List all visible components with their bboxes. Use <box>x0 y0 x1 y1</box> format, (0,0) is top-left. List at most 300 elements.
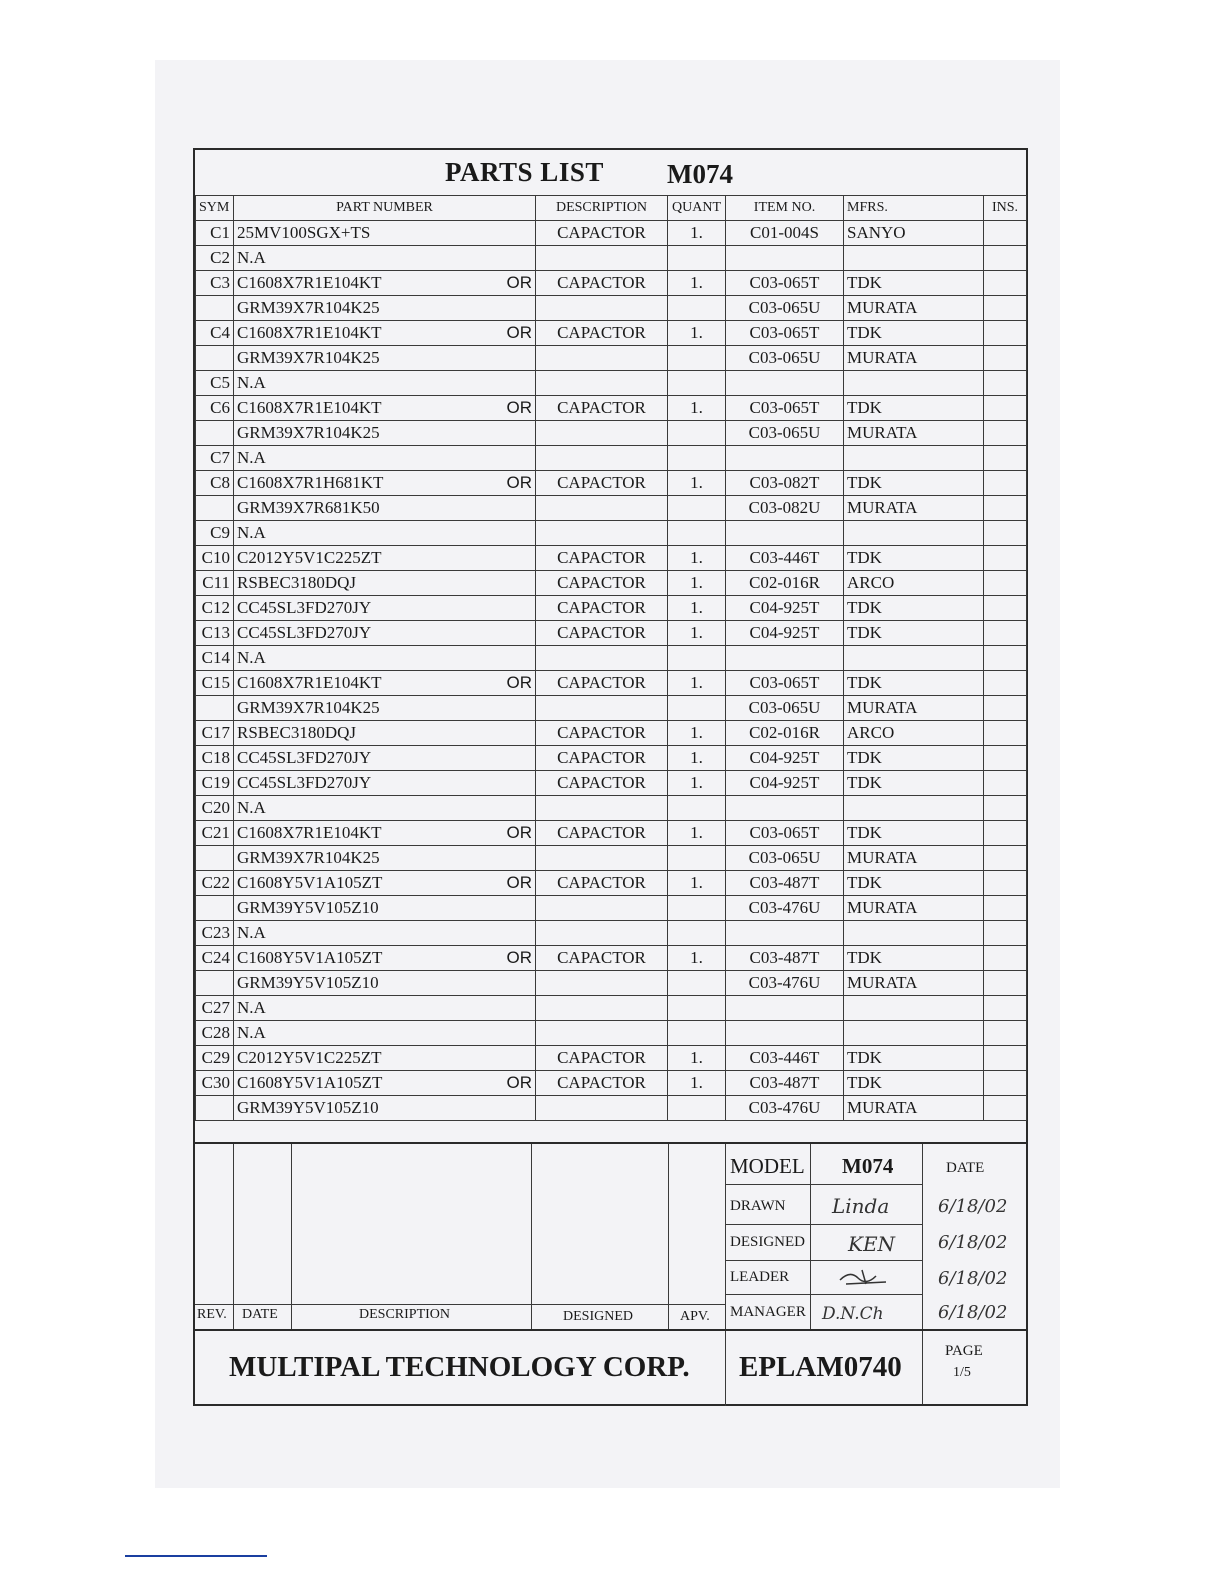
ins-cell <box>984 571 1027 596</box>
sym-cell: C24 <box>196 946 234 971</box>
ins-cell <box>984 321 1027 346</box>
item-no-cell: C03-476U <box>726 1096 844 1121</box>
parts-list-form <box>193 148 1028 1406</box>
item-no-cell: C03-487T <box>726 946 844 971</box>
quantity-cell <box>668 446 726 471</box>
description-cell: CAPACTOR <box>536 946 668 971</box>
alternate-or-label: OR <box>506 1073 532 1092</box>
table-row <box>196 846 1027 871</box>
sym-cell: C19 <box>196 771 234 796</box>
ins-cell <box>984 271 1027 296</box>
ins-cell <box>984 871 1027 896</box>
description-cell: CAPACTOR <box>536 396 668 421</box>
leader-label: LEADER <box>730 1269 790 1285</box>
model-label: MODEL <box>730 1154 805 1178</box>
mfr-cell: TDK <box>844 746 984 771</box>
quantity-cell: 1. <box>668 621 726 646</box>
ins-cell <box>984 821 1027 846</box>
quantity-cell: 1. <box>668 471 726 496</box>
ins-cell <box>984 621 1027 646</box>
description-cell: CAPACTOR <box>536 821 668 846</box>
rev-apv-label: APV. <box>680 1309 710 1324</box>
part-number: CC45SL3FD270JY <box>237 748 372 767</box>
mfr-cell <box>844 371 984 396</box>
mfr-cell: TDK <box>844 271 984 296</box>
quantity-cell <box>668 246 726 271</box>
mfr-cell: MURATA <box>844 696 984 721</box>
part-number: GRM39X7R104K25 <box>237 348 380 367</box>
manager-date: 6/18/02 <box>938 1302 1008 1323</box>
drawn-signature: Linda <box>832 1194 890 1218</box>
table-row <box>196 571 1027 596</box>
part-number-cell <box>234 471 536 496</box>
table-row <box>196 996 1027 1021</box>
mfr-cell: TDK <box>844 621 984 646</box>
mfr-cell: MURATA <box>844 496 984 521</box>
ins-cell <box>984 846 1027 871</box>
part-number: C1608X7R1E104KT <box>237 398 382 417</box>
manager-label: MANAGER <box>730 1304 806 1320</box>
sym-cell: C27 <box>196 996 234 1021</box>
part-number-cell <box>234 446 536 471</box>
part-number-cell <box>234 571 536 596</box>
ins-cell <box>984 1096 1027 1121</box>
item-no-cell: C03-065T <box>726 396 844 421</box>
ins-cell <box>984 296 1027 321</box>
item-no-cell: C04-925T <box>726 771 844 796</box>
table-row <box>196 346 1027 371</box>
description-cell <box>536 421 668 446</box>
quantity-cell <box>668 1021 726 1046</box>
item-no-cell: C03-065U <box>726 421 844 446</box>
part-number: RSBEC3180DQJ <box>237 573 357 592</box>
description-cell: CAPACTOR <box>536 871 668 896</box>
description-cell <box>536 846 668 871</box>
part-number: C1608Y5V1A105ZT <box>237 873 383 892</box>
alternate-or-label: OR <box>506 398 532 417</box>
description-cell <box>536 921 668 946</box>
quantity-cell <box>668 371 726 396</box>
description-cell: CAPACTOR <box>536 221 668 246</box>
part-number-cell <box>234 1046 536 1071</box>
part-number: C1608X7R1E104KT <box>237 273 382 292</box>
part-number-cell <box>234 896 536 921</box>
sym-cell: C22 <box>196 871 234 896</box>
part-number-cell <box>234 371 536 396</box>
ins-cell <box>984 521 1027 546</box>
quantity-cell <box>668 846 726 871</box>
ins-cell <box>984 671 1027 696</box>
table-row <box>196 971 1027 996</box>
sym-cell: C20 <box>196 796 234 821</box>
signoff-block <box>726 1144 1026 1329</box>
sym-cell: C21 <box>196 821 234 846</box>
document-model: M074 <box>667 159 733 189</box>
sym-cell <box>196 421 234 446</box>
item-no-cell: C04-925T <box>726 596 844 621</box>
item-no-cell: C02-016R <box>726 721 844 746</box>
sym-cell: C29 <box>196 1046 234 1071</box>
item-no-cell <box>726 446 844 471</box>
mfr-cell: TDK <box>844 396 984 421</box>
part-number-cell <box>234 671 536 696</box>
divider <box>726 1294 922 1295</box>
mfr-cell: TDK <box>844 821 984 846</box>
item-no-cell <box>726 921 844 946</box>
part-number-cell <box>234 696 536 721</box>
part-number: N.A <box>237 523 266 542</box>
ins-cell <box>984 996 1027 1021</box>
mfr-cell: MURATA <box>844 1096 984 1121</box>
table-row <box>196 796 1027 821</box>
part-number-cell <box>234 796 536 821</box>
description-cell: CAPACTOR <box>536 1046 668 1071</box>
quantity-cell: 1. <box>668 821 726 846</box>
divider <box>195 1304 725 1305</box>
alternate-or-label: OR <box>506 873 532 892</box>
col-ins: INS. <box>984 196 1027 221</box>
part-number-cell <box>234 846 536 871</box>
part-number-cell <box>234 596 536 621</box>
mfr-cell: TDK <box>844 946 984 971</box>
sym-cell: C23 <box>196 921 234 946</box>
ins-cell <box>984 646 1027 671</box>
sym-cell: C11 <box>196 571 234 596</box>
part-number-cell <box>234 921 536 946</box>
item-no-cell: C03-082U <box>726 496 844 521</box>
description-cell: CAPACTOR <box>536 321 668 346</box>
quantity-cell: 1. <box>668 1071 726 1096</box>
mfr-cell: SANYO <box>844 221 984 246</box>
quantity-cell <box>668 896 726 921</box>
designed-signature: KEN <box>848 1232 896 1256</box>
quantity-cell <box>668 421 726 446</box>
part-number: GRM39Y5V105Z10 <box>237 898 379 917</box>
part-number: N.A <box>237 1023 266 1042</box>
description-cell <box>536 296 668 321</box>
mfr-cell: ARCO <box>844 721 984 746</box>
mfr-cell <box>844 521 984 546</box>
item-no-cell <box>726 796 844 821</box>
table-row <box>196 371 1027 396</box>
quantity-cell <box>668 346 726 371</box>
quantity-cell <box>668 496 726 521</box>
table-row <box>196 246 1027 271</box>
part-number-cell <box>234 721 536 746</box>
description-cell: CAPACTOR <box>536 621 668 646</box>
item-no-cell: C03-065T <box>726 271 844 296</box>
quantity-cell <box>668 696 726 721</box>
quantity-cell: 1. <box>668 271 726 296</box>
part-number: CC45SL3FD270JY <box>237 623 372 642</box>
mfr-cell: TDK <box>844 596 984 621</box>
divider <box>233 1144 234 1329</box>
sym-cell: C10 <box>196 546 234 571</box>
part-number: C1608X7R1E104KT <box>237 823 382 842</box>
description-cell <box>536 446 668 471</box>
quantity-cell: 1. <box>668 871 726 896</box>
description-cell <box>536 346 668 371</box>
title-block <box>195 1142 1026 1406</box>
sym-cell: C28 <box>196 1021 234 1046</box>
sym-cell: C30 <box>196 1071 234 1096</box>
part-number-cell <box>234 346 536 371</box>
description-cell: CAPACTOR <box>536 471 668 496</box>
description-cell <box>536 521 668 546</box>
quantity-cell: 1. <box>668 596 726 621</box>
table-row <box>196 421 1027 446</box>
table-row <box>196 921 1027 946</box>
divider <box>810 1144 811 1329</box>
item-no-cell: C02-016R <box>726 571 844 596</box>
quantity-cell: 1. <box>668 946 726 971</box>
sym-cell <box>196 1096 234 1121</box>
table-row <box>196 1071 1027 1096</box>
divider <box>668 1144 669 1329</box>
ins-cell <box>984 796 1027 821</box>
ins-cell <box>984 371 1027 396</box>
sym-cell: C2 <box>196 246 234 271</box>
leader-date: 6/18/02 <box>938 1268 1008 1289</box>
divider <box>726 1224 922 1225</box>
mfr-cell: MURATA <box>844 896 984 921</box>
alternate-or-label: OR <box>506 673 532 692</box>
ins-cell <box>984 921 1027 946</box>
date-label: DATE <box>946 1160 985 1176</box>
description-cell: CAPACTOR <box>536 671 668 696</box>
divider <box>922 1331 923 1404</box>
mfr-cell: TDK <box>844 1071 984 1096</box>
part-number-cell <box>234 246 536 271</box>
ins-cell <box>984 546 1027 571</box>
alternate-or-label: OR <box>506 273 532 292</box>
sym-cell <box>196 296 234 321</box>
table-row <box>196 296 1027 321</box>
part-number-cell <box>234 746 536 771</box>
table-row <box>196 671 1027 696</box>
table-row <box>196 1096 1027 1121</box>
description-cell <box>536 796 668 821</box>
part-number-cell <box>234 321 536 346</box>
table-header-row <box>196 196 1027 221</box>
sym-cell: C9 <box>196 521 234 546</box>
description-cell <box>536 971 668 996</box>
description-cell <box>536 496 668 521</box>
part-number: RSBEC3180DQJ <box>237 723 357 742</box>
sym-cell: C17 <box>196 721 234 746</box>
description-cell <box>536 696 668 721</box>
item-no-cell: C04-925T <box>726 746 844 771</box>
description-cell: CAPACTOR <box>536 771 668 796</box>
description-cell: CAPACTOR <box>536 721 668 746</box>
mfr-cell: TDK <box>844 546 984 571</box>
mfr-cell <box>844 796 984 821</box>
part-number-cell <box>234 296 536 321</box>
part-number: C1608X7R1H681KT <box>237 473 384 492</box>
item-no-cell: C03-065T <box>726 671 844 696</box>
quantity-cell <box>668 1096 726 1121</box>
alternate-or-label: OR <box>506 323 532 342</box>
document-number: EPLAM0740 <box>739 1351 902 1383</box>
part-number-cell <box>234 521 536 546</box>
quantity-cell: 1. <box>668 1046 726 1071</box>
ins-cell <box>984 1071 1027 1096</box>
item-no-cell: C03-487T <box>726 1071 844 1096</box>
sym-cell: C1 <box>196 221 234 246</box>
mfr-cell: TDK <box>844 871 984 896</box>
part-number-cell <box>234 871 536 896</box>
item-no-cell: C04-925T <box>726 621 844 646</box>
rev-date-label: DATE <box>242 1307 278 1322</box>
col-part-number: PART NUMBER <box>234 196 536 221</box>
title-row <box>195 150 1026 196</box>
ins-cell <box>984 971 1027 996</box>
document-title: PARTS LIST <box>445 157 604 187</box>
table-row <box>196 821 1027 846</box>
part-number: N.A <box>237 448 266 467</box>
table-row <box>196 946 1027 971</box>
description-cell <box>536 996 668 1021</box>
part-number-cell <box>234 271 536 296</box>
table-row <box>196 396 1027 421</box>
col-mfrs: MFRS. <box>844 196 984 221</box>
item-no-cell: C03-476U <box>726 896 844 921</box>
mfr-cell <box>844 446 984 471</box>
part-number: C1608X7R1E104KT <box>237 673 382 692</box>
mfr-cell <box>844 246 984 271</box>
manager-signature: D.N.Ch <box>822 1304 884 1324</box>
table-row <box>196 746 1027 771</box>
ins-cell <box>984 246 1027 271</box>
part-number: N.A <box>237 248 266 267</box>
col-description: DESCRIPTION <box>536 196 668 221</box>
item-no-cell: C03-446T <box>726 546 844 571</box>
quantity-cell <box>668 646 726 671</box>
part-number-cell <box>234 971 536 996</box>
sym-cell: C13 <box>196 621 234 646</box>
sym-cell <box>196 896 234 921</box>
ins-cell <box>984 946 1027 971</box>
description-cell: CAPACTOR <box>536 546 668 571</box>
ins-cell <box>984 1046 1027 1071</box>
mfr-cell: TDK <box>844 771 984 796</box>
ins-cell <box>984 596 1027 621</box>
description-cell: CAPACTOR <box>536 746 668 771</box>
rev-designed-label: DESIGNED <box>563 1309 633 1324</box>
table-row <box>196 471 1027 496</box>
part-number: N.A <box>237 798 266 817</box>
item-no-cell: C03-065U <box>726 696 844 721</box>
sym-cell: C14 <box>196 646 234 671</box>
part-number-cell <box>234 546 536 571</box>
rev-label: REV. <box>197 1307 227 1322</box>
item-no-cell: C03-487T <box>726 871 844 896</box>
quantity-cell <box>668 971 726 996</box>
item-no-cell: C03-065T <box>726 821 844 846</box>
sym-cell <box>196 971 234 996</box>
description-cell <box>536 646 668 671</box>
item-no-cell <box>726 521 844 546</box>
item-no-cell <box>726 1021 844 1046</box>
item-no-cell: C03-065U <box>726 296 844 321</box>
alternate-or-label: OR <box>506 948 532 967</box>
item-no-cell: C01-004S <box>726 221 844 246</box>
part-number-cell <box>234 1096 536 1121</box>
alternate-or-label: OR <box>506 473 532 492</box>
quantity-cell: 1. <box>668 546 726 571</box>
ins-cell <box>984 396 1027 421</box>
col-sym: SYM <box>196 196 234 221</box>
ins-cell <box>984 346 1027 371</box>
mfr-cell: MURATA <box>844 296 984 321</box>
divider <box>922 1144 923 1329</box>
quantity-cell: 1. <box>668 571 726 596</box>
part-number: GRM39X7R104K25 <box>237 848 380 867</box>
table-row <box>196 271 1027 296</box>
part-number: GRM39X7R681K50 <box>237 498 380 517</box>
parts-table <box>195 195 1027 1121</box>
divider <box>531 1144 532 1329</box>
part-number-cell <box>234 646 536 671</box>
rev-description-label: DESCRIPTION <box>359 1307 451 1322</box>
item-no-cell <box>726 646 844 671</box>
table-row <box>196 871 1027 896</box>
part-number: C1608Y5V1A105ZT <box>237 948 383 967</box>
description-cell: CAPACTOR <box>536 596 668 621</box>
ins-cell <box>984 721 1027 746</box>
item-no-cell <box>726 371 844 396</box>
sym-cell <box>196 346 234 371</box>
table-row <box>196 521 1027 546</box>
mfr-cell <box>844 996 984 1021</box>
quantity-cell <box>668 521 726 546</box>
part-number-cell <box>234 821 536 846</box>
divider <box>291 1144 292 1329</box>
sym-cell: C18 <box>196 746 234 771</box>
part-number: CC45SL3FD270JY <box>237 773 372 792</box>
part-number-cell <box>234 771 536 796</box>
sym-cell: C15 <box>196 671 234 696</box>
quantity-cell: 1. <box>668 671 726 696</box>
sym-cell: C4 <box>196 321 234 346</box>
sym-cell <box>196 696 234 721</box>
ins-cell <box>984 496 1027 521</box>
ins-cell <box>984 471 1027 496</box>
sym-cell: C7 <box>196 446 234 471</box>
part-number: C2012Y5V1C225ZT <box>237 1048 382 1067</box>
part-number-cell <box>234 1071 536 1096</box>
quantity-cell: 1. <box>668 221 726 246</box>
part-number-cell <box>234 496 536 521</box>
mfr-cell <box>844 921 984 946</box>
part-number-cell <box>234 421 536 446</box>
table-row <box>196 321 1027 346</box>
part-number: N.A <box>237 648 266 667</box>
table-row <box>196 646 1027 671</box>
part-number-cell <box>234 221 536 246</box>
part-number: GRM39X7R104K25 <box>237 423 380 442</box>
table-row <box>196 696 1027 721</box>
table-row <box>196 896 1027 921</box>
company-row <box>195 1329 1026 1404</box>
part-number: GRM39Y5V105Z10 <box>237 1098 379 1117</box>
table-row <box>196 596 1027 621</box>
table-row <box>196 621 1027 646</box>
description-cell: CAPACTOR <box>536 571 668 596</box>
mfr-cell: ARCO <box>844 571 984 596</box>
mfr-cell: MURATA <box>844 421 984 446</box>
part-number: C2012Y5V1C225ZT <box>237 548 382 567</box>
